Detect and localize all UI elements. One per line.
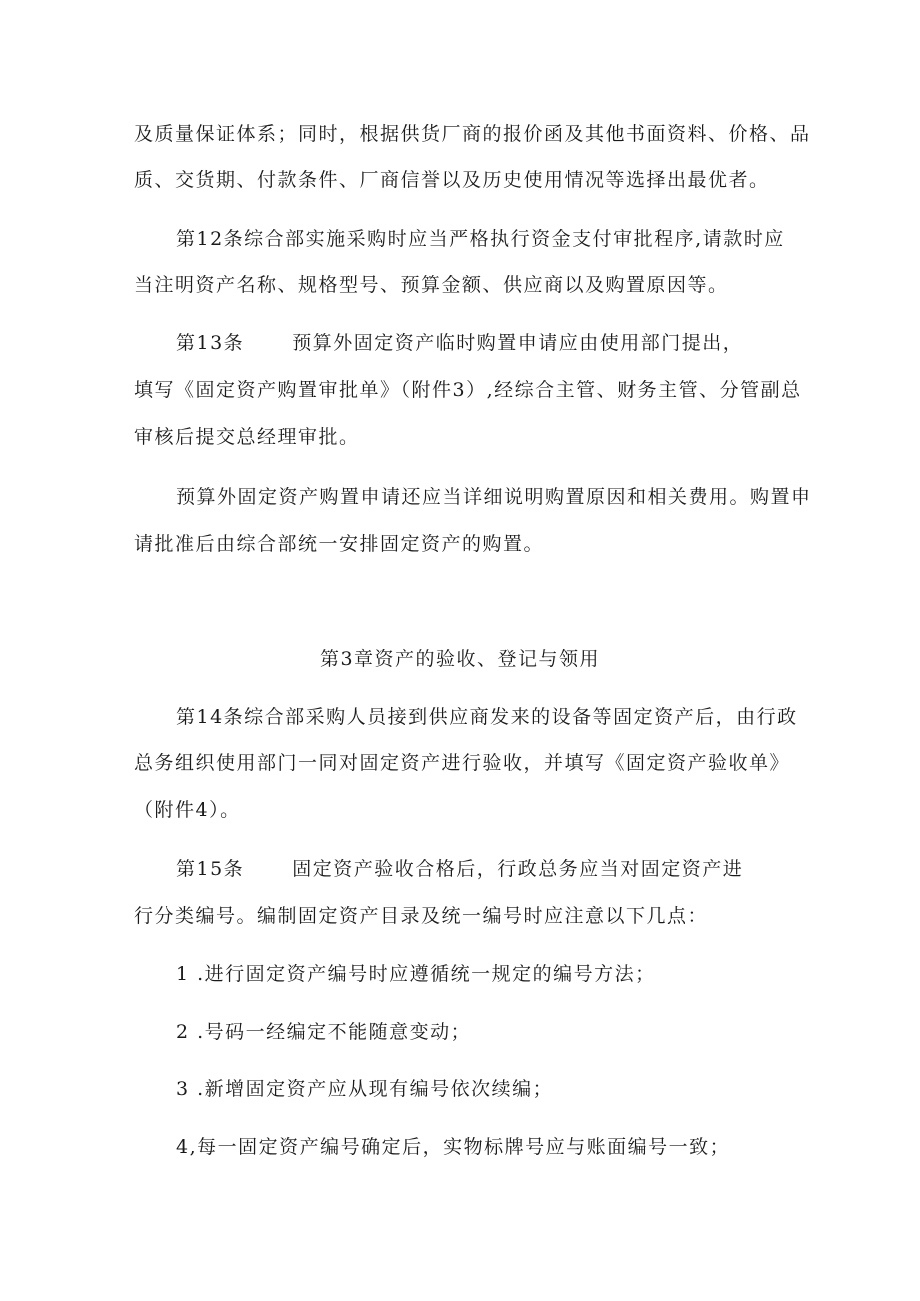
list-item: 3 .新增固定资产应从现有编号依次续编； — [176, 1078, 554, 1100]
list-item: 4,每一固定资产编号确定后，实物标牌号应与账面编号一致； — [176, 1136, 731, 1158]
paragraph-line: 填写《固定资产购置审批单》（附件3）,经综合主管、财务主管、分管副总 — [134, 379, 802, 401]
article-12-line: 第12条综合部实施采购时应当严格执行资金支付审批程序,请款时应 — [176, 228, 785, 250]
article-15-text: 固定资产验收合格后，行政总务应当对固定资产进 — [292, 858, 744, 880]
paragraph-line: 请批准后由综合部统一安排固定资产的购置。 — [134, 533, 545, 555]
paragraph-line: 当注明资产名称、规格型号、预算金额、供应商以及购置原因等。 — [134, 274, 729, 296]
article-13-text: 预算外固定资产临时购置申请应由使用部门提出， — [292, 332, 744, 354]
list-item: 2 .号码一经编定不能随意变动； — [176, 1021, 472, 1043]
paragraph-line: 审核后提交总经理审批。 — [134, 426, 360, 448]
list-item: 1 .进行固定资产编号时应遵循统一规定的编号方法； — [176, 963, 656, 985]
article-14-line: 第14条综合部采购人员接到供应商发来的设备等固定资产后，由行政 — [176, 706, 798, 728]
article-15-number: 第15条 — [176, 858, 245, 880]
paragraph-line: 质、交货期、付款条件、厂商信誉以及历史使用情况等选择出最优者。 — [134, 169, 770, 191]
paragraph-line: 总务组织使用部门一同对固定资产进行验收，并填写《固定资产验收单》 — [134, 752, 791, 774]
article-13-line — [176, 330, 743, 356]
chapter-heading: 第3章资产的验收、登记与领用 — [319, 648, 601, 670]
article-13-number: 第13条 — [176, 332, 245, 354]
paragraph-line: （附件4）。 — [134, 799, 241, 821]
paragraph-line: 行分类编号。编制固定资产目录及统一编号时应注意以下几点： — [134, 905, 709, 927]
paragraph-line: 及质量保证体系；同时，根据供货厂商的报价函及其他书面资料、价格、品 — [134, 123, 811, 145]
article-15-line — [176, 856, 743, 882]
paragraph-line: 预算外固定资产购置申请还应当详细说明购置原因和相关费用。购置申 — [176, 486, 812, 508]
